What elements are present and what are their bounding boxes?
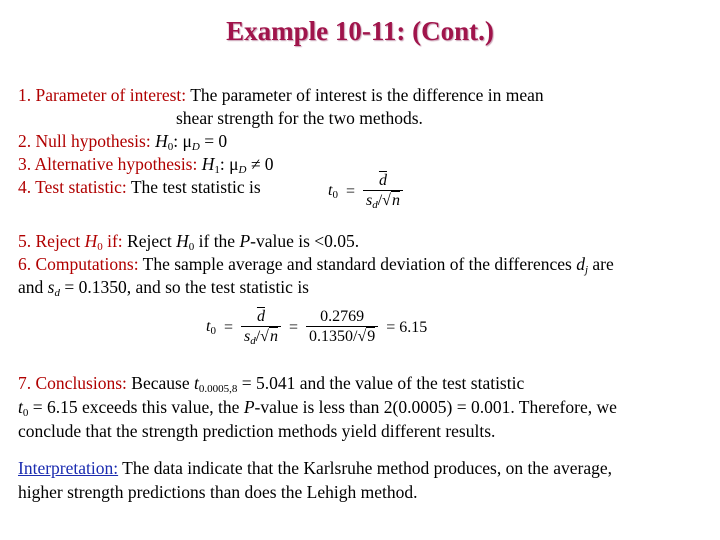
item-2 [18,130,227,152]
formula-1-s-sub: d [372,199,378,211]
item-1-continuation: shear strength for the two methods. [176,108,423,128]
interpretation-line-2: higher strength predictions than does the Lehigh method. [18,482,418,502]
item-7-text-c: = 6.15 exceeds this value, the [32,397,240,417]
item-5-label [18,231,123,251]
item-5-label-h: H [84,231,98,251]
formula-1-equals: = [345,182,355,200]
item-1-text: The parameter of interest is the difference in mean [190,85,544,105]
formula-2-n: n [269,328,278,345]
item-5-h: H [176,231,189,251]
item-5-text-c: -value is <0.05. [250,231,360,251]
item-6-label: 6. Computations: [18,254,139,274]
formula-1-t: t [328,182,333,200]
item-6-s: s [47,277,55,297]
item-6 [18,253,614,275]
item-3-h: H [201,154,215,174]
item-7-t: t [193,373,199,393]
computation-formula [206,308,431,347]
item-7-p: P [243,397,255,417]
formula-2-fraction-1: $\frac{\overline{d}}{s_d/√n}$ [241,308,281,347]
formula-2-denominator: 0.1350/ [308,328,358,345]
formula-1-dbar: $\overline{d}$ [378,172,387,189]
item-5-label-h-sub: 0 [97,241,103,253]
item-6-text-c: and [18,277,44,297]
formula-2-t: t [206,318,211,336]
item-7-line-3: conclude that the strength prediction methods yield different results. [18,421,496,441]
item-4-label: 4. Test statistic: [18,177,127,197]
item-5 [18,230,359,252]
item-2-value: = 0 [199,131,228,151]
test-statistic-formula [328,172,403,211]
item-6-s-sub: d [54,287,60,299]
item-7-text-d: -value is less than 2(0.0005) = 0.001. Therefore, we [254,397,617,417]
item-5-text-b: if the [198,231,236,251]
item-7 [18,372,524,394]
formula-2-result: = 6.15 [386,318,428,336]
formula-2-numerator: 0.2769 [306,308,378,327]
item-6-text-b: are [592,254,614,274]
item-6-text-a: The sample average and standard deviation of the differences [142,254,572,274]
item-1 [18,84,544,106]
formula-2-fraction-2: $\frac{0.2769}{0.1350/√9}$ [306,308,378,347]
page-title: Example 10-11: (Cont.) [226,16,494,46]
item-6-continuation [18,276,309,298]
item-5-p: P [239,231,251,251]
formula-2-s-sub: d [250,335,256,347]
item-4 [18,176,261,198]
formula-2-dbar: $\overline{d}$ [256,308,265,325]
formula-1-n: n [391,192,400,209]
formula-2-s: s [243,328,251,345]
item-2-mu: : μ [173,131,192,151]
item-2-mu-sub: D [191,141,200,153]
item-4-text: The test statistic is [130,177,261,197]
item-7-label: 7. Conclusions: [18,373,127,393]
formula-2-equals-2: = [288,318,298,336]
item-3 [18,153,274,175]
item-7-t-sub: 0.0005,8 [198,383,238,395]
item-6-d: d [576,254,585,274]
interpretation-text-a: The data indicate that the Karlsruhe method produces, on the average, [122,458,612,478]
formula-2-nine: 9 [367,328,376,345]
interpretation [18,457,612,479]
item-3-mu-sub: D [238,164,247,176]
item-6-d-sub: j [584,264,589,276]
item-3-label: 3. Alternative hypothesis: [18,154,198,174]
item-7-t0-sub: 0 [22,407,29,419]
item-7-line-2 [18,396,617,418]
item-3-mu: : μ [219,154,239,174]
item-2-h: H [155,131,168,151]
item-6-text-d: = 0.1350, and so the test statistic is [64,277,309,297]
formula-1-fraction: $\frac{\overline{d}}{s_d/√n}$ [363,172,403,211]
item-2-label: 2. Null hypothesis: [18,131,151,151]
item-5-h-sub: 0 [188,241,195,253]
item-5-label-end: if: [107,231,123,251]
item-7-text-a: Because [131,373,190,393]
item-2-h-sub: 0 [167,141,174,153]
item-3-h-sub: 1 [214,164,220,176]
item-5-label-text: 5. Reject [18,231,81,251]
item-3-value: ≠ 0 [246,154,274,174]
item-1-label: 1. Parameter of interest: [18,85,187,105]
item-7-text-b: = 5.041 and the value of the test statistic [241,373,525,393]
formula-1-t-sub: 0 [332,189,338,202]
item-5-text-a: Reject [127,231,172,251]
interpretation-label: Interpretation: [18,458,119,478]
formula-2-t-sub: 0 [210,325,216,338]
item-7-t0: t [18,397,23,417]
formula-2-equals-1: = [223,318,233,336]
formula-1-s: s [365,192,373,209]
